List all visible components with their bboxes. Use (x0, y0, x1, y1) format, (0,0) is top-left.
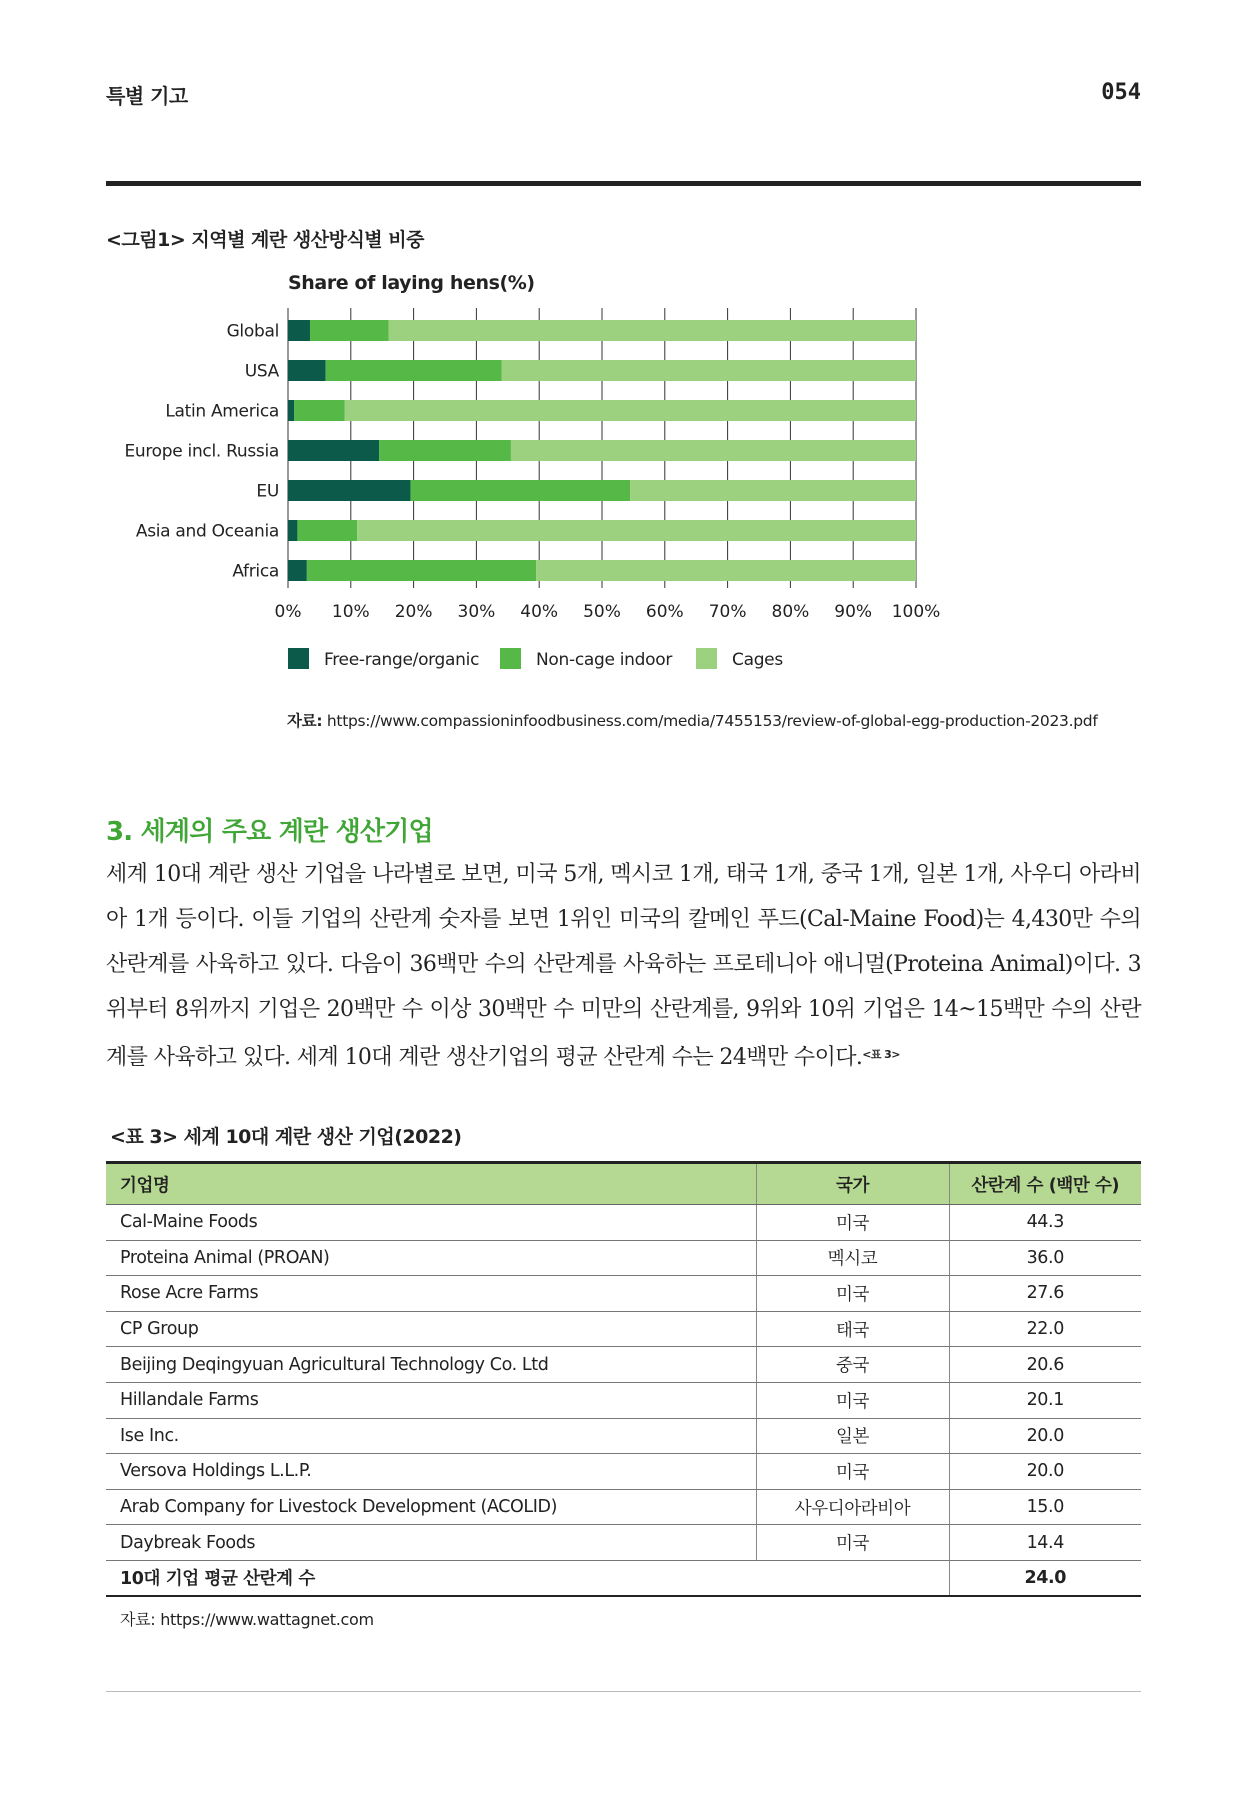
x-tick-label: 20% (394, 602, 433, 622)
footer-rule (106, 1691, 1141, 1692)
body-paragraph (106, 852, 1141, 1080)
hens-cell: 20.0 (949, 1454, 1141, 1490)
figure-caption: <그림1> 지역별 계란 생산방식별 비중 (106, 229, 424, 251)
company-cell: Cal-Maine Foods (106, 1205, 756, 1241)
x-tick-label: 90% (834, 602, 873, 622)
header-rule (106, 181, 1141, 186)
legend-label: Cages (732, 650, 783, 670)
x-tick-label: 70% (708, 602, 747, 622)
bar-segment (288, 360, 326, 381)
table-row (106, 1276, 1141, 1312)
legend-swatch (696, 648, 717, 669)
y-category-label: Asia and Oceania (135, 521, 279, 542)
country-cell: 태국 (756, 1311, 949, 1347)
bar-segment (630, 480, 916, 501)
hens-cell: 44.3 (949, 1205, 1141, 1241)
country-cell: 사우디아라비아 (756, 1489, 949, 1525)
hens-cell: 15.0 (949, 1489, 1141, 1525)
company-cell: Hillandale Farms (106, 1382, 756, 1418)
bar-segment (288, 480, 410, 501)
bar-segment (288, 400, 294, 421)
table-row (106, 1240, 1141, 1276)
x-tick-label: 0% (274, 602, 302, 622)
hens-cell: 20.0 (949, 1418, 1141, 1454)
x-tick-label: 10% (331, 602, 370, 622)
legend-swatch (288, 648, 309, 669)
figure-source-label: 자료: (287, 712, 323, 730)
x-tick-label: 80% (771, 602, 810, 622)
company-cell: Proteina Animal (PROAN) (106, 1240, 756, 1276)
bar-segment (379, 440, 511, 461)
company-cell: Arab Company for Livestock Development (ACOLID) (106, 1489, 756, 1525)
country-cell: 일본 (756, 1418, 949, 1454)
company-cell: Beijing Deqingyuan Agricultural Technology Co. Ltd (106, 1347, 756, 1383)
bar-segment (388, 320, 916, 341)
stacked-bar-chart (106, 260, 1141, 730)
legend-swatch (500, 648, 521, 669)
header-company: 기업명 (106, 1163, 756, 1205)
company-cell: CP Group (106, 1311, 756, 1347)
legend-label: Free-range/organic (324, 650, 480, 670)
table-reference: <표 3> (862, 1048, 900, 1061)
country-cell: 미국 (756, 1454, 949, 1490)
hens-cell: 14.4 (949, 1525, 1141, 1561)
section-label: 특별 기고 (106, 84, 188, 108)
company-cell: Versova Holdings L.L.P. (106, 1454, 756, 1490)
bar-segment (288, 440, 379, 461)
bar-segment (297, 520, 357, 541)
body-text: 세계 10대 계란 생산 기업을 나라별로 보면, 미국 5개, 멕시코 1개, 태국 1개, 중국 1개, 일본 1개, 사우디 아라비아 1개 등이다. 이들 기업의 산란계 숫자를 보면 1위인 미국의 칼메인 푸드(Cal-Maine Food)는 4,430만 수의 산란계를 사육하고 있다. 다음이 36백만 수의 산란계를 사육하는 프로테니아 애니멀(Proteina Animal)이다. 3위부터 8위까지 기업은 20백만 수 이상 30백만 수 미만의 산란계를, 9위와 10위 기업은 14~15백만 수의 산란계를 사육하고 있다. 세계 10대 계란 생산기업의 평균 산란계 수는 24백만 수이다. (106, 862, 1141, 1070)
bar-segment (307, 560, 536, 581)
companies-table (106, 1161, 1141, 1597)
bar-segment (326, 360, 502, 381)
country-cell: 미국 (756, 1525, 949, 1561)
header-hens: 산란계 수 (백만 수) (949, 1163, 1141, 1205)
company-cell: Ise Inc. (106, 1418, 756, 1454)
table-row (106, 1311, 1141, 1347)
table-row (106, 1205, 1141, 1241)
bar-segment (288, 560, 307, 581)
bar-segment (357, 520, 916, 541)
y-category-label: EU (256, 481, 279, 502)
bar-segment (536, 560, 916, 581)
y-category-label: Africa (232, 561, 279, 582)
country-cell: 미국 (756, 1276, 949, 1312)
x-tick-label: 60% (645, 602, 684, 622)
company-cell: Rose Acre Farms (106, 1276, 756, 1312)
x-tick-label: 50% (583, 602, 621, 622)
bar-segment (345, 400, 916, 421)
company-cell: Daybreak Foods (106, 1525, 756, 1561)
bar-segment (310, 320, 389, 341)
x-tick-label: 40% (520, 602, 559, 622)
table-row (106, 1347, 1141, 1383)
table-header-row (106, 1163, 1141, 1205)
chart-title: Share of laying hens(%) (288, 272, 535, 294)
table-source: 자료: https://www.wattagnet.com (120, 1610, 374, 1629)
x-tick-label: 100% (891, 602, 941, 622)
table-row (106, 1454, 1141, 1490)
bar-segment (288, 320, 310, 341)
table-row (106, 1525, 1141, 1561)
hens-cell: 27.6 (949, 1276, 1141, 1312)
hens-cell: 22.0 (949, 1311, 1141, 1347)
bar-segment (502, 360, 916, 381)
hens-cell: 20.6 (949, 1347, 1141, 1383)
x-tick-label: 30% (457, 602, 496, 622)
bar-segment (410, 480, 630, 501)
table-row (106, 1382, 1141, 1418)
y-category-label: Latin America (165, 401, 279, 422)
figure-source-link[interactable]: https://www.compassioninfoodbusiness.com/media/7455153/review-of-global-egg-production-2023.pdf (326, 712, 1098, 730)
y-category-label: USA (244, 361, 279, 382)
figure-source (287, 709, 1097, 731)
bar-segment (288, 520, 297, 541)
bar-segment (294, 400, 344, 421)
legend-label: Non-cage indoor (536, 650, 673, 670)
section-title: 3. 세계의 주요 계란 생산기업 (106, 817, 433, 847)
country-cell: 중국 (756, 1347, 949, 1383)
bar-segment (511, 440, 916, 461)
chart-svg (106, 260, 1141, 710)
country-cell: 멕시코 (756, 1240, 949, 1276)
country-cell: 미국 (756, 1382, 949, 1418)
y-category-label: Global (226, 321, 279, 342)
page-number: 054 (1101, 80, 1141, 105)
hens-cell: 36.0 (949, 1240, 1141, 1276)
table-row (106, 1418, 1141, 1454)
header-country: 국가 (756, 1163, 949, 1205)
table-caption: <표 3> 세계 10대 계란 생산 기업(2022) (110, 1126, 462, 1148)
table-row (106, 1489, 1141, 1525)
average-value: 24.0 (949, 1560, 1141, 1596)
y-category-label: Europe incl. Russia (124, 441, 279, 462)
average-label: 10대 기업 평균 산란계 수 (106, 1560, 949, 1596)
country-cell: 미국 (756, 1205, 949, 1241)
table-average-row (106, 1560, 1141, 1596)
hens-cell: 20.1 (949, 1382, 1141, 1418)
